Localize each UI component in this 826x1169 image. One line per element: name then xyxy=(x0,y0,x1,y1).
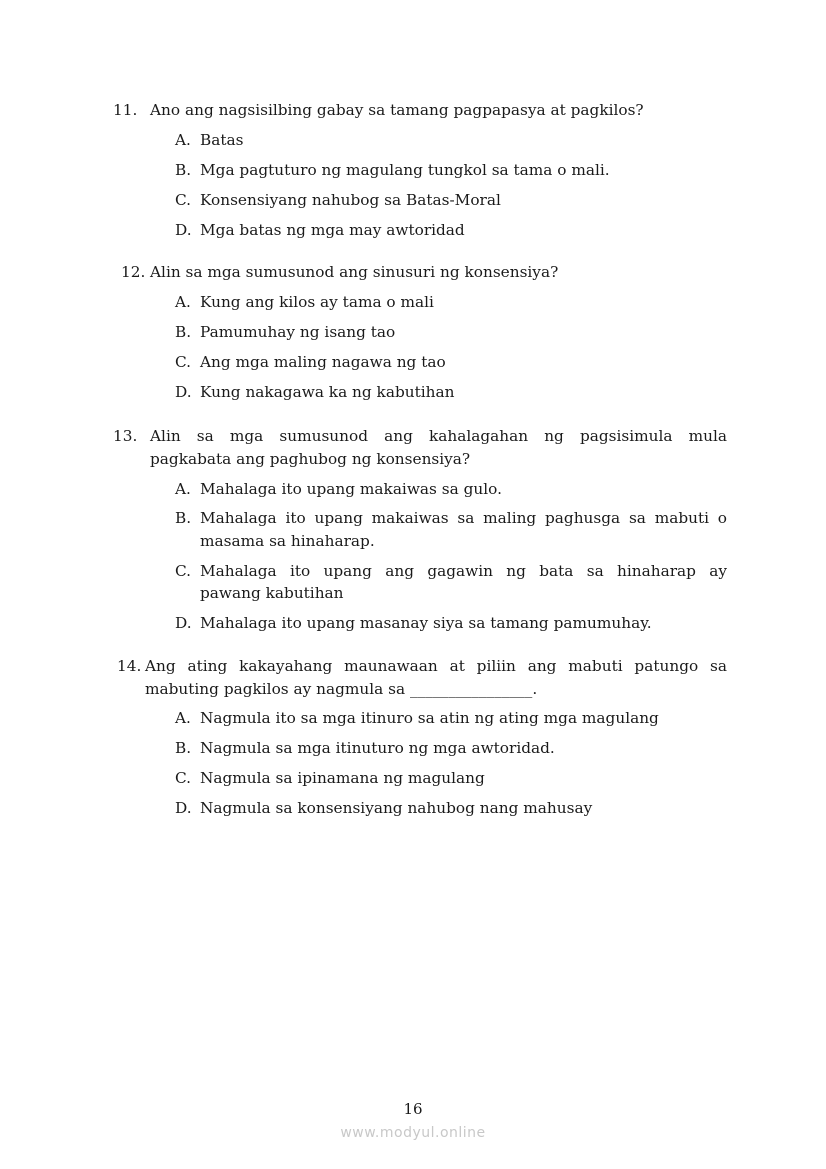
option-text: Ang mga maling nagawa ng tao xyxy=(200,353,446,371)
question-text: mabuting pagkilos ay nagmula sa ________________. xyxy=(145,680,538,698)
option-text: Mahalaga ito upang masanay siya sa tamang pamumuhay. xyxy=(200,614,652,632)
option-text: Batas xyxy=(200,131,244,149)
option-letter: C. xyxy=(175,562,192,580)
option-text: Mahalaga ito upang makaiwas sa gulo. xyxy=(200,480,502,498)
question-number: 12. xyxy=(121,263,146,281)
option-text: Mahalaga ito upang ang gagawin ng bata sa hinaharap ay xyxy=(200,562,727,580)
option-text: Nagmula sa mga itinuturo ng mga awtoridad. xyxy=(200,739,555,757)
option-letter: D. xyxy=(175,221,192,239)
option-letter: A. xyxy=(175,480,191,498)
page-number: 16 xyxy=(403,1100,423,1118)
option-letter: D. xyxy=(175,383,192,401)
question-number: 11. xyxy=(113,101,138,119)
question-number: 13. xyxy=(113,427,138,445)
option-text: Mga batas ng mga may awtoridad xyxy=(200,221,465,239)
question-number: 14. xyxy=(117,657,142,675)
question-text: pagkabata ang paghubog ng konsensiya? xyxy=(150,450,471,468)
option-letter: B. xyxy=(175,323,192,341)
option-text: Kung nakagawa ka ng kabutihan xyxy=(200,383,455,401)
option-letter: A. xyxy=(175,293,191,311)
option-letter: B. xyxy=(175,161,192,179)
option-text: Kung ang kilos ay tama o mali xyxy=(200,293,434,311)
option-text: Mga pagtuturo ng magulang tungkol sa tama o mali. xyxy=(200,161,610,179)
option-letter: B. xyxy=(175,739,192,757)
option-letter: C. xyxy=(175,191,192,209)
option-letter: C. xyxy=(175,769,192,787)
option-text: Nagmula ito sa mga itinuro sa atin ng ating mga magulang xyxy=(200,709,659,727)
option-letter: A. xyxy=(175,131,191,149)
option-text: masama sa hinaharap. xyxy=(200,532,375,550)
question-text: Alin sa mga sumusunod ang kahalagahan ng pagsisimula mula xyxy=(150,427,727,445)
question-text: Alin sa mga sumusunod ang sinusuri ng konsensiya? xyxy=(150,263,559,281)
option-letter: D. xyxy=(175,614,192,632)
option-letter: C. xyxy=(175,353,192,371)
watermark: www.modyul.online xyxy=(340,1125,486,1141)
option-text: pawang kabutihan xyxy=(200,584,344,602)
option-text: Nagmula sa ipinamana ng magulang xyxy=(200,769,485,787)
option-letter: D. xyxy=(175,799,192,817)
option-text: Mahalaga ito upang makaiwas sa maling paghusga sa mabuti o xyxy=(200,509,727,527)
option-letter: A. xyxy=(175,709,191,727)
option-letter: B. xyxy=(175,509,192,527)
question-text: Ano ang nagsisilbing gabay sa tamang pagpapasya at pagkilos? xyxy=(150,101,644,119)
option-text: Konsensiyang nahubog sa Batas-Moral xyxy=(200,191,501,209)
question-text: Ang ating kakayahang maunawaan at piliin ang mabuti patungo sa xyxy=(145,657,727,675)
option-text: Pamumuhay ng isang tao xyxy=(200,323,396,341)
option-text: Nagmula sa konsensiyang nahubog nang mahusay xyxy=(200,799,593,817)
